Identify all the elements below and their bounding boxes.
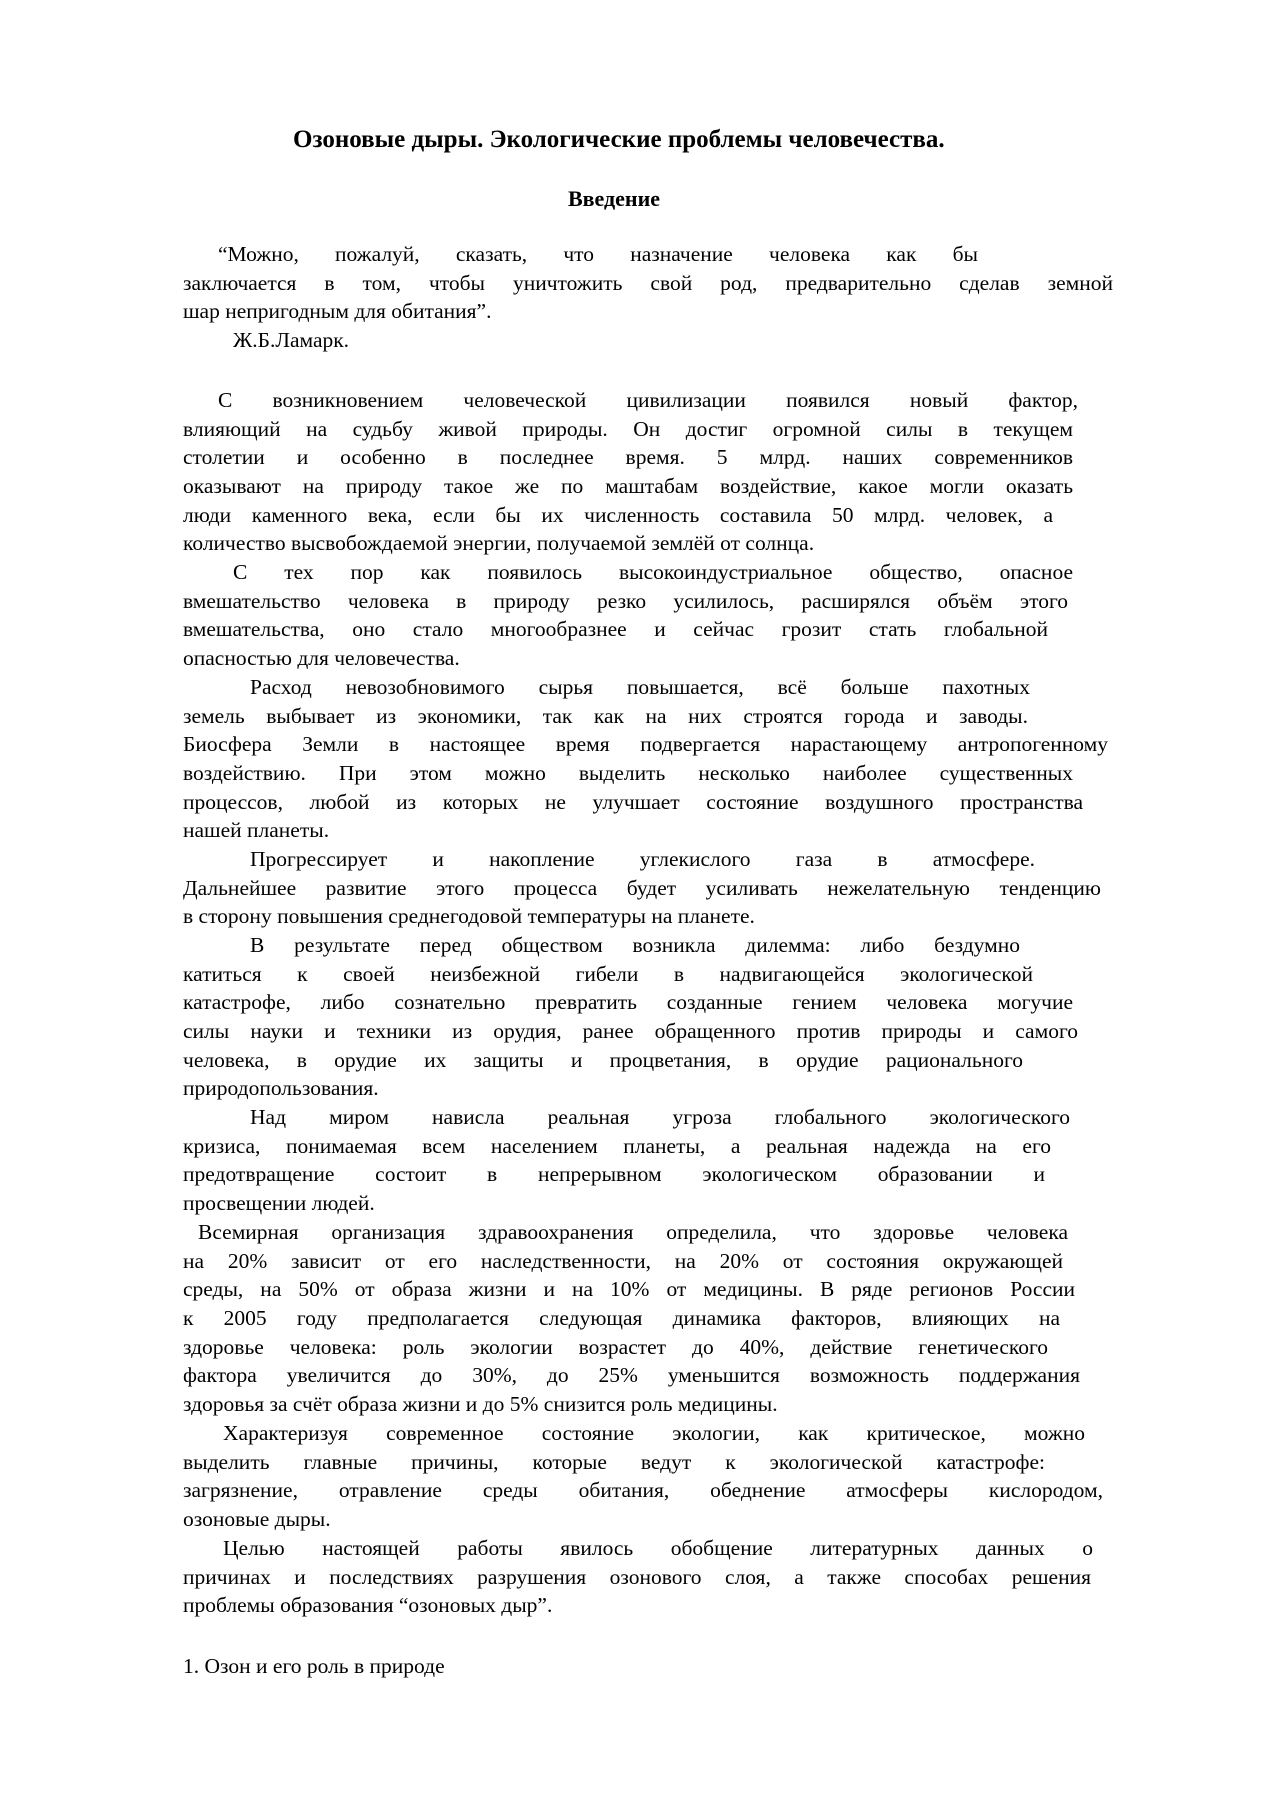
paragraph-line: столетии и особенно в последнее время. 5 млрд. наших современников [183,445,1073,470]
paragraph [183,558,1113,673]
paragraph-line: процессов, любой из которых не улучшает состояние воздушного пространства [183,789,1083,814]
paragraph-line: проблемы образования “озоновых дыр”. [183,1593,553,1618]
paragraph [183,673,1113,845]
paragraph-line: Характеризуя современное состояние экологии, как критическое, можно [223,1421,1085,1445]
paragraph-line: вмешательство человека в природу резко усилилось, расширялся объём этого [183,588,1068,613]
section-heading-block [183,1652,1113,1681]
paragraph-line: оказывают на природу такое же по маштабам воздействие, какое могли оказать [183,474,1073,499]
paragraph [183,1218,1113,1419]
paragraph-line: С возникновением человеческой цивилизации появился новый фактор, [218,388,1078,412]
paragraph-line: силы науки и техники из орудия, ранее обращенного против природы и самого [183,1019,1078,1044]
paragraph-line: Биосфера Земли в настоящее время подвергается нарастающему антропогенному [183,732,1108,757]
paragraph-line: Дальнейшее развитие этого процесса будет усиливать нежелательную тенденцию [183,875,1101,900]
paragraph-line: кризиса, понимаемая всем населением планеты, а реальная надежда на его [183,1133,1051,1158]
paragraph-line: здоровья за счёт образа жизни и до 5% снизится роль медицины. [183,1392,778,1417]
paragraph-line: люди каменного века, если бы их численность составила 50 млрд. человек, а [183,502,1053,527]
paragraph-line: природопользования. [183,1076,379,1101]
paragraph-line: воздействию. При этом можно выделить несколько наиболее существенных [183,761,1073,786]
epigraph [183,240,1113,355]
paragraph-line: предотвращение состоит в непрерывном экологическом образовании и [183,1162,1045,1187]
paragraph-line: катастрофе, либо сознательно превратить созданные гением человека могучие [183,990,1073,1015]
paragraph-line: загрязнение, отравление среды обитания, обеднение атмосферы кислородом, [183,1478,1103,1503]
paragraph-line: человека, в орудие их защиты и процветания, в орудие рационального [183,1047,1023,1072]
paragraph-line: Над миром нависла реальная угроза глобального экологического [250,1105,1070,1129]
paragraph-line: Целью настоящей работы явилось обобщение литературных данных о [223,1536,1093,1560]
paragraph [183,931,1113,1103]
paragraph-line: С тех пор как появилось высокоиндустриальное общество, опасное [233,560,1073,584]
epigraph-line: шар непригодным для обитания”. [183,299,492,324]
paragraph-line: катиться к своей неизбежной гибели в надвигающейся экологической [183,961,1033,986]
paragraph-line: здоровье человека: роль экологии возрастет до 40%, действие генетического [183,1334,1048,1359]
paragraph-line: земель выбывает из экономики, так как на них строятся города и заводы. [183,703,1028,728]
paragraph [183,1103,1113,1218]
paragraph [183,1419,1113,1534]
section-heading: 1. Озон и его роль в природе [183,1654,445,1678]
paragraph-line: вмешательства, оно стало многообразнее и сейчас грозит стать глобальной [183,617,1048,642]
paragraph-line: Расход невозобновимого сырья повышается, всё больше пахотных [250,675,1030,699]
section-title-introduction: Введение [568,186,661,211]
paragraph-line: причинах и последствиях разрушения озонового слоя, а также способах решения [183,1564,1091,1589]
paragraph-line: В результате перед обществом возникла дилемма: либо бездумно [250,933,1020,957]
paragraph-line: к 2005 году предполагается следующая динамика факторов, влияющих на [183,1306,1060,1331]
epigraph-line: “Можно, пожалуй, сказать, что назначение человека как бы [218,242,978,266]
epigraph-line: заключается в том, чтобы уничтожить свой род, предварительно сделав земной [183,270,1113,295]
paragraph-line: озоновые дыры. [183,1507,331,1532]
paragraph-line: фактора увеличится до 30%, до 25% уменьшится возможность поддержания [183,1363,1080,1388]
paragraph-line: Всемирная организация здравоохранения определила, что здоровье человека [198,1220,1068,1244]
paragraph-line: нашей планеты. [183,818,330,843]
paragraph-line: в сторону повышения среднегодовой температуры на планете. [183,904,755,929]
paragraph-line: на 20% зависит от его наследственности, на 20% от состояния окружающей [183,1248,1063,1273]
paragraph-line: количество высвобождаемой энергии, получаемой землёй от солнца. [183,531,815,556]
paragraph [183,845,1113,931]
paragraph-line: среды, на 50% от образа жизни и на 10% от медицины. В ряде регионов России [183,1277,1075,1302]
paragraph-line: просвещении людей. [183,1191,375,1216]
paragraph-line: выделить главные причины, которые ведут к экологической катастрофе: [183,1449,1045,1474]
document-title: Озоновые дыры. Экологические проблемы человечества. [293,126,945,153]
paragraph-line: опасностью для человечества. [183,646,460,671]
paragraph-line: Прогрессирует и накопление углекислого газа в атмосфере. [250,847,1035,871]
paragraph [183,1534,1113,1620]
epigraph-author: Ж.Б.Ламарк. [233,328,350,353]
paragraph-line: влияющий на судьбу живой природы. Он достиг огромной силы в текущем [183,416,1073,441]
paragraph [183,386,1113,558]
